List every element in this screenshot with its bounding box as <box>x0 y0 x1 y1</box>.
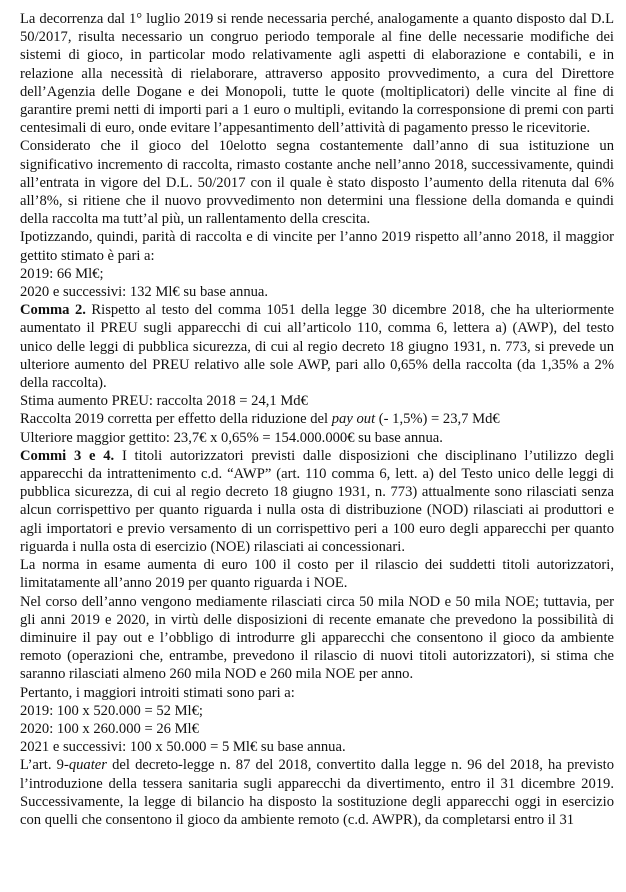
ulteriore-gettito: Ulteriore maggior gettito: 23,7€ x 0,65% = 154.000.000€ su base annua. <box>20 429 443 446</box>
stima-preu: Stima aumento PREU: raccolta 2018 = 24,1 Md€ <box>20 393 308 410</box>
introiti-2021: 2021 e successivi: 100 x 50.000 = 5 Ml€ su base annua. <box>20 739 346 756</box>
paragraph-art-9-quater <box>20 756 614 829</box>
raccolta-2019-text: Raccolta 2019 corretta per effetto della riduzione del <box>20 411 332 428</box>
art-9-text: del decreto-legge n. 87 del 2018, convertito dalla legge n. 96 del 2018, ha previsto l’introduzione della tessera sanitaria sugli apparecchi da divertimento, entro il 31 dicembre 2019. Successivamente, la legge di bilancio ha disposto la sostituzione degli apparecchi oggi in esercizio con quelli che consentono il gioco da ambiente remoto (c.d. AWPR), da completarsi entro il 31 <box>20 757 615 828</box>
gettito-2019: 2019: 66 Ml€; <box>20 265 104 282</box>
paragraph-norma-esame: La norma in esame aumenta di euro 100 il costo per il rilascio dei suddetti titoli autorizzatori, limitatamente all’anno 2019 per quanto riguarda i NOE. <box>20 557 614 592</box>
introiti-intro: Pertanto, i maggiori introiti stimati sono pari a: <box>20 684 295 701</box>
paragraph-decorrenza: La decorrenza dal 1° luglio 2019 si rende necessaria perché, analogamente a quanto disposto dal D.L 50/2017, risulta necessario un congruo periodo temporale al fine delle necessarie modifiche dei sistemi di gioco, in particolar modo relativamente agli aspetti di elaborazione e contabili, e in relazione alla necessità di rielaborare, attraverso apposito provvedimento, a cura del Direttore dell’Agenzia delle Dogane e dei Monopoli, tutte le quote (moltiplicatori) delle vincite al fine di garantire premi netti di importi pari a 1 euro o multipli, evitando la corresponsione di premi con parti centesimali di euro, onde evitare l’appesantimento dell’attività di pagamento presso le ricevitorie. <box>20 11 614 137</box>
commi-3-4-heading: Commi 3 e 4. <box>20 447 115 464</box>
paragraph-ipotesi-gettito: Ipotizzando, quindi, parità di raccolta e di vincite per l’anno 2019 rispetto all’anno 2018, il maggior gettito stimato è pari a: <box>20 229 614 264</box>
comma-2-text: Rispetto al testo del comma 1051 della legge 30 dicembre 2018, che ha ulteriormente aumentato il PREU sugli apparecchi di cui all’articolo 110, comma 6, lettera a) (AWP), del testo unico delle leggi di pubblica sicurezza, di cui al regio decreto 18 giugno 1931, n. 773, si prevede un ulteriore aumento del PREU relativo alle sole AWP, pari allo 0,65% della raccolta (da 1,35% a 2% della raccolta). <box>20 302 614 392</box>
commi-3-4-text: I titoli autorizzatori previsti dalle disposizioni che disciplinano l’utilizzo degli apparecchi da intrattenimento c.d. “AWP” (art. 110 comma 6, lett. a) del Testo unico delle leggi di pubblica sicurezza, di cui al regio decreto 18 giugno 1931, n. 773) attualmente sono rilasciati senza alcun corrispettivo per quanto riguarda i nulla osta di distribuzione (NOD) rilasciati ai produttori e agli importatori e previo versamento di un corrispettivo peri a 100 euro degli apparecchi per quanto riguarda i nulla osta di esercizio (NOE) rilasciati ai concessionari. <box>20 447 614 555</box>
paragraph-commi-3-4 <box>20 447 614 556</box>
pay-out-term: pay out <box>331 411 376 428</box>
introiti-2019: 2019: 100 x 520.000 = 52 Ml€; <box>20 702 203 719</box>
raccolta-2019 <box>20 410 614 428</box>
paragraph-comma-2 <box>20 301 614 392</box>
paragraph-10elotto: Considerato che il gioco del 10elotto segna costantemente dall’anno di sua istituzione un significativo incremento di raccolta, rimasto costante anche nell’anno 2018, successivamente, quindi all’entrata in vigore del D.L. 50/2017 con il quale è stato disposto l’aumento della ritenuta dal 6% all’8%, si ritiene che il nuovo provvedimento non determini una flessione della domanda e quindi della raccolta ma tutt’al più, un rallentamento della crescita. <box>20 138 614 228</box>
comma-2-heading: Comma 2. <box>20 302 86 319</box>
art-9-prefix: L’art. 9- <box>20 757 69 774</box>
paragraph-nod-noe: Nel corso dell’anno vengono mediamente rilasciati circa 50 mila NOD e 50 mila NOE; tuttavia, per gli anni 2019 e 2020, in virtù delle disposizioni di recente emanate che prevedono la possibilità di diminuire il pay out e l’obbligo di introdurre gli apparecchi che consentono il gioco da ambiente remoto (operazioni che, entrambe, prevedono il rilascio di nuovi titoli autorizzatori), si stima che saranno rilasciati almeno 260 mila NOD e 260 mila NOE per anno. <box>20 593 614 683</box>
introiti-2020: 2020: 100 x 260.000 = 26 Ml€ <box>20 720 199 737</box>
gettito-2020: 2020 e successivi: 132 Ml€ su base annua. <box>20 284 269 301</box>
raccolta-2019-value: (- 1,5%) = 23,7 Md€ <box>375 411 500 428</box>
quater-term: quater <box>68 757 107 774</box>
